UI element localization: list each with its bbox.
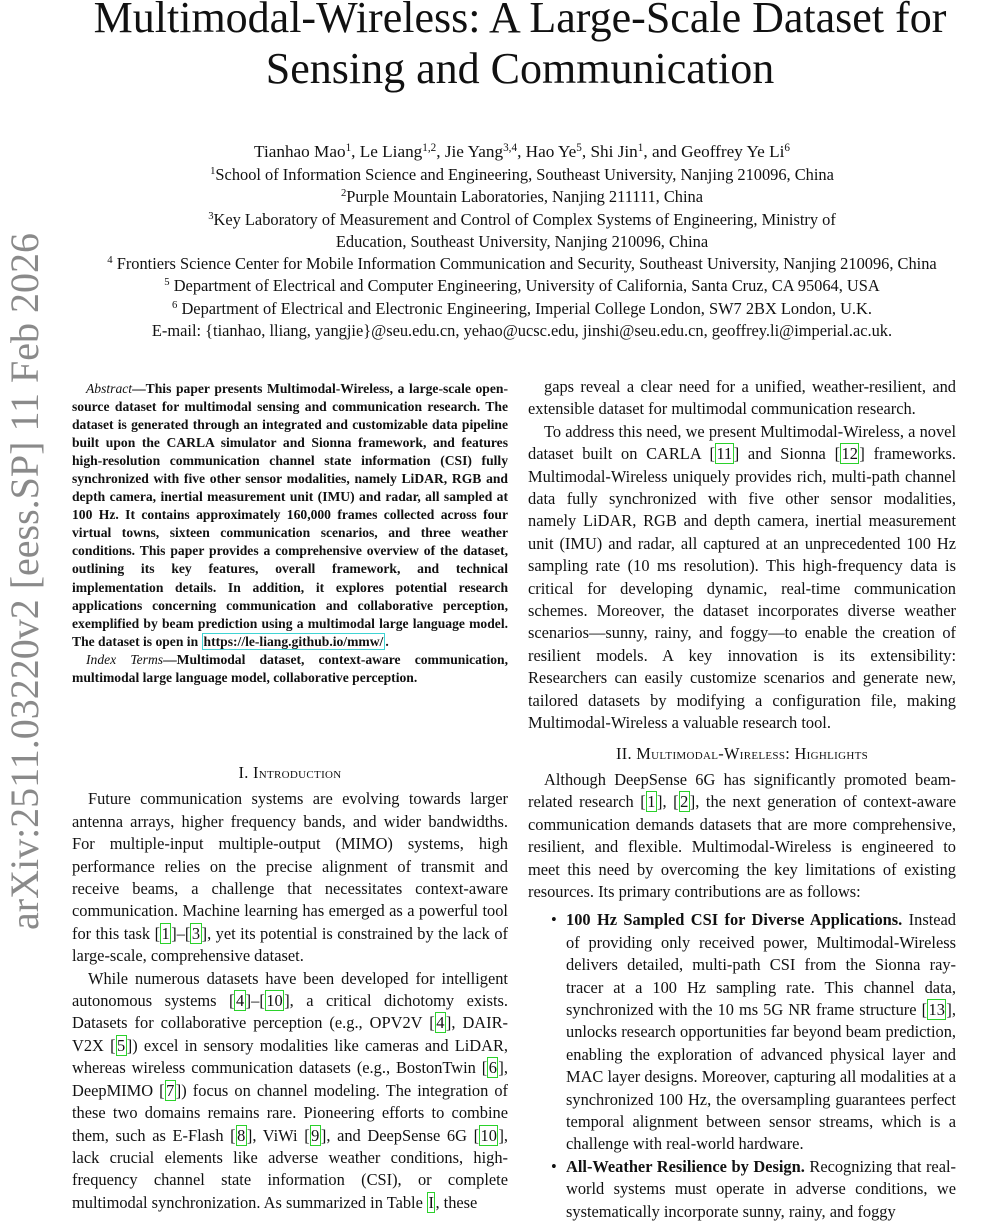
abstract-label: Abstract [86, 381, 133, 396]
affiliation-list [52, 164, 992, 320]
author-block [52, 140, 992, 342]
citation-link[interactable]: I [428, 1192, 434, 1212]
affiliation [52, 231, 992, 253]
author-list: Tianhao Mao$^1$, Le Liang$^{1,2}$, Jie Yang$^{3,4}$, Hao Ye$^5$, Shi Jin$^1$, and Geoffrey Ye Li$^6$ [254, 141, 790, 161]
affiliation [52, 164, 992, 186]
dataset-link[interactable]: https://le-liang.github.io/mmw/ [203, 633, 384, 649]
abstract-text: —This paper presents Multimodal-Wireless, a large-scale open-source dataset for multimodal sensing and communication research. The dataset is generated through an integrated and customizable data pipeline built upon the CARLA simulator and Sionna framework, and features high-resolution communication channel state information (CSI) fully synchronized with five other sensor modalities, namely LiDAR, RGB and depth camera, inertial measurement unit (IMU) and radar, all sampled at 100 Hz. It contains approximately 160,000 frames collected across four virtual towns, sixteen communication scenarios, and three weather conditions. This paper provides a comprehensive overview of the dataset, outlining its key features, overall framework, and technical implementation details. In addition, it explores potential research applications concerning communication and collaborative perception, exemplified by beam prediction using a multimodal large language model. The dataset is open in [72, 381, 508, 649]
citation-link[interactable]: 2 [680, 792, 689, 812]
body-paragraph: To address this need, we present Multimodal-Wireless, a novel dataset built on CARLA [11] and Sionna [12] frameworks. Multimodal-Wireless uniquely provides rich, multi-path channel data fully synchronized with five other sensor modalities, namely LiDAR, RGB and depth camera, inertial measurement unit (IMU) and radar, all captured at an unprecedented 100 Hz sampling rate (10 ms resolution). This high-frequency data is critical for developing dynamic, real-time communication schemes. Moreover, the dataset incorporates diverse weather scenarios—sunny, rainy, and foggy—to enable the creation of resilient models. A key innovation is its extensibility: Researchers can easily customize scenarios and generate new, tailored datasets by modifying a configuration file, making Multimodal-Wireless a valuable research tool. [528, 421, 956, 733]
citation-link[interactable]: 6 [488, 1058, 497, 1078]
citation-link[interactable]: 12 [841, 444, 858, 464]
section-heading-highlights: II. Multimodal-Wireless: Highlights [615, 743, 869, 763]
author-affiliation-mark: 1 [345, 141, 352, 154]
affiliation [52, 253, 992, 275]
affiliation-mark: 4 [107, 255, 113, 267]
author-name: Hao Ye [525, 142, 577, 161]
affiliation-mark: 2 [340, 188, 347, 200]
citation-link[interactable]: 11 [716, 444, 733, 464]
affiliation-text: Department of Electrical and Electronic Engineering, Imperial College London, SW7 2BX London, U.K. [177, 298, 872, 318]
citation-link[interactable]: 13 [928, 999, 945, 1019]
title-line: Multimodal-Wireless: A Large-Scale Dataset for [93, 0, 947, 42]
author-affiliation-mark: 6 [784, 141, 790, 154]
affiliation [52, 298, 992, 320]
author-name: Shi Jin [590, 142, 638, 161]
citation-link[interactable]: 4 [235, 991, 245, 1011]
affiliation-text: Department of Electrical and Computer Engineering, University of California, Santa Cruz, CA 95064, USA [169, 276, 880, 296]
contribution-item: • 100 Hz Sampled CSI for Diverse Applications. Instead of providing only received power, Multimodal-Wireless delivers detailed, multi-path CSI from the Sionna ray-tracer at a 100 Hz sampling rate. This channel data, synchronized with the 10 ms 5G NR frame structure [13], unlocks research opportunities far beyond beam prediction, enabling the exploration of advanced physical layer and MAC layer designs. Moreover, capturing all modalities at a synchronized 100 Hz, the oversampling guarantees perfect temporal alignment between sensor streams, which is a challenge with real-world hardware. [551, 910, 957, 1154]
contribution-title: 100 Hz Sampled CSI for Diverse Applications. [566, 910, 903, 930]
abstract-paragraph [72, 380, 508, 651]
introduction-body [72, 788, 508, 1214]
affiliation-text: Purple Mountain Laboratories, Nanjing 211111, China [346, 187, 704, 207]
affiliation [52, 209, 992, 231]
affiliation-text: Key Laboratory of Measurement and Control of Complex Systems of Engineering, Ministry of [213, 209, 836, 229]
citation-link[interactable]: 1 [647, 792, 656, 812]
title-line: Sensing and Communication [265, 44, 775, 93]
contribution-title: All-Weather Resilience by Design. [566, 1156, 805, 1176]
right-column [528, 376, 956, 1223]
arxiv-stamp: arXiv:2511.03220v2 [eess.SP] 11 Feb 2026 [2, 233, 47, 930]
affiliation-mark: 6 [172, 299, 178, 311]
contribution-list [528, 909, 956, 1223]
author-affiliation-mark: 3,4 [503, 141, 518, 154]
bullet-icon: • [551, 910, 557, 930]
author-name: Tianhao Mao [254, 142, 346, 161]
citation-link[interactable]: 5 [117, 1035, 126, 1055]
citation-link[interactable]: 1 [161, 923, 170, 943]
abstract-end: . [385, 633, 389, 649]
affiliation-mark: 5 [164, 277, 170, 289]
author-name: Jie Yang [444, 142, 504, 161]
affiliation-mark: 3 [208, 210, 214, 222]
citation-link[interactable]: 8 [237, 1125, 246, 1145]
index-terms [72, 651, 508, 687]
citation-link[interactable]: 9 [311, 1125, 320, 1145]
author-name: Geoffrey Ye Li [681, 142, 785, 161]
citation-link[interactable]: 10 [266, 991, 283, 1011]
email-line: E-mail: {tianhao, lliang, yangjie}@seu.edu.cn, yehao@ucsc.edu, jinshi@seu.edu.cn, geoffrey.li@imperial.ac.uk. [151, 321, 893, 341]
affiliation [52, 186, 992, 208]
citation-link[interactable]: 10 [480, 1125, 497, 1145]
paper-title [40, 0, 992, 94]
citation-link[interactable]: 3 [191, 923, 201, 943]
citation-link[interactable]: 7 [166, 1080, 175, 1100]
section-heading-introduction: I. Introduction [238, 763, 342, 782]
contribution-item: • All-Weather Resilience by Design. Recognizing that real-world systems must operate in adverse conditions, we systematically incorporate sunny, rainy, and foggy [551, 1156, 956, 1221]
affiliation-text: Education, Southeast University, Nanjing 210096, China [335, 231, 709, 251]
author-name: Le Liang [359, 142, 423, 161]
index-terms-text: —Multimodal dataset, context-aware communication, multimodal large language model, collaborative perception. [72, 651, 508, 685]
bullet-icon: • [551, 1156, 557, 1176]
highlights-body [528, 769, 956, 903]
author-affiliation-mark: 1,2 [422, 141, 437, 154]
abstract [72, 380, 508, 687]
body-paragraph: While numerous datasets have been developed for intelligent autonomous systems [4]–[10], a critical dichotomy exists. Datasets for collaborative perception (e.g., OPV2V [4], DAIR-V2X [5]) excel in sensory modalities like cameras and LiDAR, whereas wireless communication datasets (e.g., BostonTwin [6], DeepMIMO [7]) focus on channel modeling. The integration of these two domains remains rare. Pioneering efforts to combine them, such as E-Flash [8], ViWi [9], and DeepSense 6G [10], lack crucial elements like adverse weather conditions, high-frequency channel state information (CSI), or complete multimodal synchronization. As summarized in Table I, these [72, 968, 509, 1212]
affiliation-text: Frontiers Science Center for Mobile Information Communication and Security, Southeast University, Nanjing 210096, China [112, 254, 937, 274]
author-affiliation-mark: 5 [576, 141, 582, 154]
affiliation-mark: 1 [210, 166, 216, 178]
author-affiliation-mark: 1 [637, 141, 644, 154]
citation-link[interactable]: 4 [436, 1013, 445, 1033]
body-paragraph: gaps reveal a clear need for a unified, weather-resilient, and extensible dataset for multimodal communication research. [528, 377, 956, 419]
affiliation [52, 275, 992, 297]
body-paragraph: Although DeepSense 6G has significantly promoted beam-related research [1], [2], the next generation of context-aware communication demands datasets that are more comprehensive, resilient, and flexible. Multimodal-Wireless is engineered to meet this need by overcoming the key limitations of existing resources. Its primary contributions are as follows: [528, 769, 956, 901]
left-column [72, 752, 508, 1214]
index-terms-label: Index Terms [86, 651, 164, 667]
introduction-continued [528, 376, 956, 735]
body-paragraph: Future communication systems are evolving towards larger antenna arrays, higher frequency bands, and wider bandwidths. For multiple-input multiple-output (MIMO) systems, high performance relies on the precise alignment of transmit and receive beams, a challenge that necessitates context-aware communication. Machine learning has emerged as a powerful tool for this task [1]–[3], yet its potential is constrained by the lack of large-scale, comprehensive dataset. [72, 789, 508, 966]
affiliation-text: School of Information Science and Engineering, Southeast University, Nanjing 210096, China [215, 165, 834, 184]
